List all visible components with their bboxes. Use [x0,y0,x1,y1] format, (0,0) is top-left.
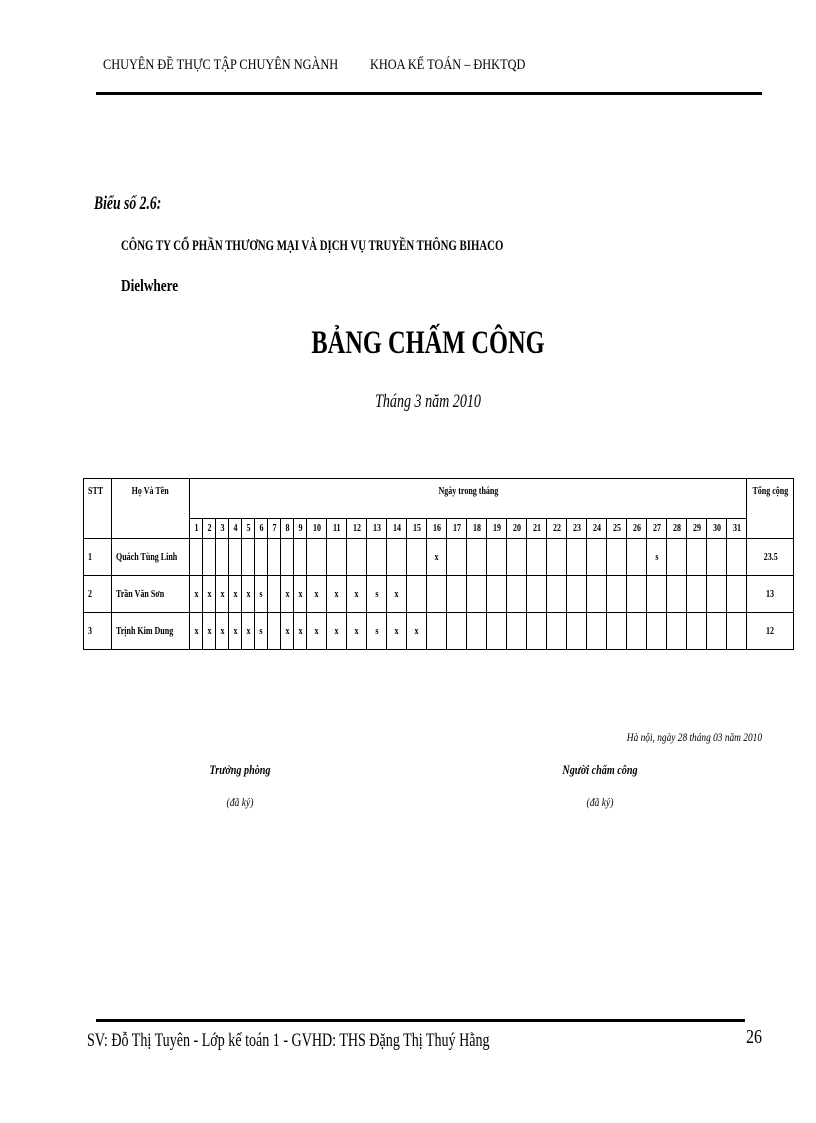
day-mark [647,576,667,613]
day-mark: x [387,576,407,613]
day-header: 9 [294,519,307,539]
day-header: 30 [707,519,727,539]
day-mark [467,576,487,613]
day-header: 13 [367,519,387,539]
day-mark [427,576,447,613]
signature-left-note: (đã ký) [226,795,254,809]
signature-right-title: Người chấm công [562,762,638,777]
day-mark: x [229,576,242,613]
day-header: 23 [567,519,587,539]
day-mark [547,613,567,650]
day-mark [607,539,627,576]
day-mark [387,539,407,576]
day-mark [467,613,487,650]
day-mark [407,539,427,576]
signature-right-note: (đã ký) [586,795,614,809]
day-mark [707,613,727,650]
day-mark [447,576,467,613]
day-mark: x [387,613,407,650]
day-mark [327,539,347,576]
day-mark: x [203,613,216,650]
attendance-table [83,478,794,650]
day-header: 28 [667,519,687,539]
day-mark [467,539,487,576]
day-mark [255,539,268,576]
day-header: 18 [467,519,487,539]
row-stt: 1 [84,539,112,576]
day-header: 19 [487,519,507,539]
day-mark: s [255,613,268,650]
col-header-total: Tổng cộng [747,479,794,539]
day-header: 4 [229,519,242,539]
day-mark: x [347,613,367,650]
day-mark [567,576,587,613]
day-header: 16 [427,519,447,539]
day-mark: s [367,576,387,613]
day-header: 2 [203,519,216,539]
day-mark: s [255,576,268,613]
day-header: 10 [307,519,327,539]
day-mark [507,576,527,613]
place-date: Hà nội, ngày 28 tháng 03 năm 2010 [626,730,762,744]
day-mark: x [216,576,229,613]
day-mark [587,539,607,576]
day-header: 15 [407,519,427,539]
day-mark [587,613,607,650]
day-header: 21 [527,519,547,539]
day-mark [447,613,467,650]
day-mark [407,576,427,613]
day-mark [547,576,567,613]
company-name: CÔNG TY CỔ PHẦN THƯƠNG MẠI VÀ DỊCH VỤ TRUYỀN THÔNG BIHACO [121,238,504,254]
day-mark [627,613,647,650]
table-row [84,576,794,613]
day-header: 20 [507,519,527,539]
day-mark [687,576,707,613]
day-mark [607,613,627,650]
day-mark [647,613,667,650]
day-mark [687,613,707,650]
day-mark [268,539,281,576]
day-mark [627,576,647,613]
table-row [84,613,794,650]
col-header-days: Ngày trong tháng [190,479,747,519]
document-title: BẢNG CHẤM CÔNG [311,325,545,361]
day-mark [607,576,627,613]
day-header: 5 [242,519,255,539]
day-mark: x [242,576,255,613]
day-mark: s [647,539,667,576]
day-mark [242,539,255,576]
col-header-stt: STT [84,479,112,539]
day-mark [727,576,747,613]
day-mark [216,539,229,576]
day-mark: x [407,613,427,650]
day-header: 26 [627,519,647,539]
day-mark: x [427,539,447,576]
header-left: CHUYÊN ĐỀ THỰC TẬP CHUYÊN NGÀNH [103,57,339,73]
day-mark [281,539,294,576]
day-mark: x [294,576,307,613]
day-mark [487,613,507,650]
row-total: 23.5 [747,539,794,576]
day-mark: x [229,613,242,650]
row-total: 13 [747,576,794,613]
day-header: 24 [587,519,607,539]
day-mark: x [281,576,294,613]
row-stt: 3 [84,613,112,650]
day-mark: x [190,576,203,613]
day-header: 3 [216,519,229,539]
day-mark [667,539,687,576]
day-mark [347,539,367,576]
day-mark [367,539,387,576]
row-name: Quách Tùng Linh [112,539,190,576]
signature-left-title: Trưởng phòng [209,762,271,777]
day-mark [203,539,216,576]
row-name: Trần Văn Sơn [112,576,190,613]
day-header: 31 [727,519,747,539]
day-header: 6 [255,519,268,539]
form-number: Biểu số 2.6: [94,193,162,214]
day-header: 7 [268,519,281,539]
day-mark [667,576,687,613]
day-mark [307,539,327,576]
row-stt: 2 [84,576,112,613]
day-mark [427,613,447,650]
day-mark: x [190,613,203,650]
day-mark [587,576,607,613]
day-mark [507,539,527,576]
document-subtitle: Tháng 3 năm 2010 [375,391,481,412]
day-mark [687,539,707,576]
header-rule [96,92,762,95]
day-mark: x [347,576,367,613]
day-header: 17 [447,519,467,539]
day-header: 8 [281,519,294,539]
day-mark [268,613,281,650]
table-row [84,539,794,576]
day-header: 25 [607,519,627,539]
day-header: 27 [647,519,667,539]
col-header-name: Họ Và Tên [112,479,190,539]
day-mark [447,539,467,576]
day-mark: s [367,613,387,650]
day-mark [527,613,547,650]
header-right: KHOA KẾ TOÁN – ĐHKTQD [370,57,526,73]
footer-rule [96,1019,745,1022]
day-mark [707,539,727,576]
day-mark [190,539,203,576]
day-mark [527,539,547,576]
day-header: 12 [347,519,367,539]
day-mark: x [242,613,255,650]
department-name: Dielwhere [121,276,179,295]
day-mark [527,576,547,613]
day-mark: x [216,613,229,650]
day-header: 14 [387,519,407,539]
day-mark: x [281,613,294,650]
day-mark: x [294,613,307,650]
day-mark: x [307,576,327,613]
day-mark [567,539,587,576]
day-mark [567,613,587,650]
day-mark: x [327,576,347,613]
day-mark [487,539,507,576]
day-header: 22 [547,519,567,539]
day-mark [667,613,687,650]
footer-text: SV: Đỗ Thị Tuyên - Lớp kế toán 1 - GVHD: THS Đặng Thị Thuý Hằng [87,1030,490,1051]
day-mark [294,539,307,576]
day-mark [547,539,567,576]
day-mark [707,576,727,613]
day-mark [268,576,281,613]
day-header: 29 [687,519,707,539]
day-mark [727,539,747,576]
day-mark [487,576,507,613]
row-name: Trịnh Kim Dung [112,613,190,650]
day-mark: x [307,613,327,650]
day-mark [727,613,747,650]
day-header: 1 [190,519,203,539]
day-mark: x [203,576,216,613]
day-mark [229,539,242,576]
page-number: 26 [746,1026,762,1048]
day-mark: x [327,613,347,650]
day-header: 11 [327,519,347,539]
row-total: 12 [747,613,794,650]
day-mark [507,613,527,650]
day-mark [627,539,647,576]
